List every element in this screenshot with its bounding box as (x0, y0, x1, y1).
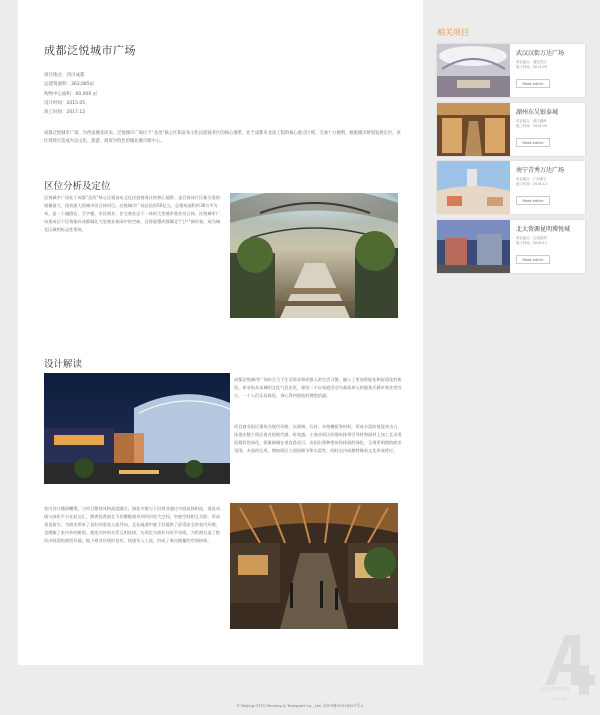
card-title[interactable]: 武汉汉街万达广场 (516, 50, 565, 57)
related-card-wuhan[interactable] (437, 44, 585, 97)
card-thumbnail[interactable] (437, 220, 510, 273)
card-meta (516, 60, 547, 70)
related-projects-header: 相关项目 (437, 28, 469, 37)
article-title: 成都泛悦城市广场 (44, 44, 136, 57)
watermark-subtext: 设计师联盟 (552, 697, 568, 701)
card-location: 项目地点：云南昆明 (516, 236, 547, 240)
section-text-design-2: 项目商业街区建筑为现代风格，以玻璃、石材、木格栅板等材料，形成丰富的视觉冲击力，体现出整个街区商业的现代感、时尚感。主商业街区的建筑体带引导材和面材上加工艺采用很精彩的深化，体量新城在垂直悬里可。而拟出现种建筑和体面的绿化，呈现更明朗的商业氛围。木质的运用，增加街区立面的细节和丰富性，同时也衬成都特殊的文化形成呼应。 (234, 424, 402, 454)
card-date: 竣工时间：2014.12 (516, 182, 547, 186)
read-article-button[interactable]: Read article (516, 79, 550, 88)
card-title[interactable]: 北大资源昆明博悦城 (516, 226, 571, 233)
card-location: 项目地点：浙江湖州 (516, 119, 547, 123)
info-design-time: 设计时间：2015.05 (44, 100, 86, 106)
card-thumbnail[interactable] (437, 44, 510, 97)
info-location: 项目地点：四川成都 (44, 73, 85, 78)
interior-corridor-photo (230, 503, 398, 629)
card-date: 竣工时间：2014.05 (516, 124, 547, 128)
section-text-location: 泛悦城市广场处于成都“北改”核心区韬奋布文化民游商务区的核心地带，是目前该片区新引进的规模最大、投资最大的城市综合体项目。泛悦城市广场总投资50亿元，总建筑面积约36万平方米，是一个融酒店、写字楼、市区商业、住宅商业态于一体的大型城市商业综合体。泛悦城市广场建成后不仅将取补成都城北大型商业休闲中的空缺，还将重塑成都城北“门户”新形象，成为城北区域的标志性建筑。 (44, 195, 221, 233)
info-total-area: 总建筑面积：363,085㎡ (44, 82, 95, 88)
watermark-text: DESIGNER (540, 687, 570, 693)
card-location: 项目地点：湖北武汉 (516, 60, 547, 64)
read-article-button[interactable]: Read article (516, 138, 550, 147)
card-meta (516, 119, 547, 129)
atrium-photo (230, 193, 398, 318)
read-article-button[interactable]: Read article (516, 196, 550, 205)
related-card-huzhou[interactable] (437, 103, 585, 156)
related-card-kunming[interactable] (437, 220, 585, 273)
card-meta (516, 177, 547, 187)
card-meta (516, 236, 547, 246)
card-thumbnail[interactable] (437, 161, 510, 214)
project-info (44, 71, 97, 117)
card-thumbnail[interactable] (437, 103, 510, 156)
card-title[interactable]: 南宁青秀万达广场 (516, 167, 565, 174)
night-exterior-photo (44, 373, 230, 484)
related-card-nanning[interactable] (437, 161, 585, 214)
section-title-design: 设计解读 (44, 359, 83, 370)
section-title-location: 区位分析及定位 (44, 181, 111, 192)
card-date: 竣工时间：2013.09 (516, 65, 547, 69)
card-date: 竣工时间：2016.11 (516, 241, 547, 245)
section-text-design: 成都泛悦城市广场结合当下生活需求和成都人的生活习惯，融入了更加智能化和舒适化的体验，更录的从本城的文化气息出发，建设一个以家庭活动为基础单元的服务式城市商业类综合，一个人们乐居体验，身心得到放松的理想消遣。 (234, 377, 402, 399)
read-article-button[interactable]: Read article (516, 255, 550, 264)
info-completion-time: 竣工时间：2017.12 (44, 110, 86, 116)
section-text-interior: 室内设计抛砖鞭策，与项目整体风格高度融合。绿化中庭与下层商业通过中庭高体相连，垂直动线与绿化平台在此交汇，拥香馆香最在下层鹅舱商享到四层的大空间，中庭空间相互关联，形成垂直街引，为商业带来了良好的垂直人流导向，且在疏通中庭下层提供了舒适安全的室内环境，也缓解了室内外的树荫，使室内外的关系互相连接，实现定为商业环形平动线，为给商打造了绝沙沙间窝的商贸环境。地下商业层线形也有，快速导入人流，形成了离设便捷的空间结构。 (44, 506, 220, 544)
card-location: 项目地点：广西南宁 (516, 177, 547, 181)
card-title[interactable]: 湖州东吴银泰城 (516, 109, 559, 116)
info-mall-area: 购物中心面积：60,000 ㎡ (44, 91, 98, 97)
intro-paragraph: 成都泛悦城市广场，为西安城北而来。泛悦城市广场位于“北改”核心区韬奋布文化民游商务区的核心地带，处于成都市北改工程的核心重点区域，交通十分便利。根据城市规划发展定位，该区域将打造成为以文化、旅游、商贸为特色的城北城市新中心。 (44, 131, 401, 145)
footer-copyright: © Beijing OTTO Packing & Transport Co., Ltd. 京ICP备15316257号-1 (236, 703, 364, 708)
article-panel (18, 0, 423, 665)
